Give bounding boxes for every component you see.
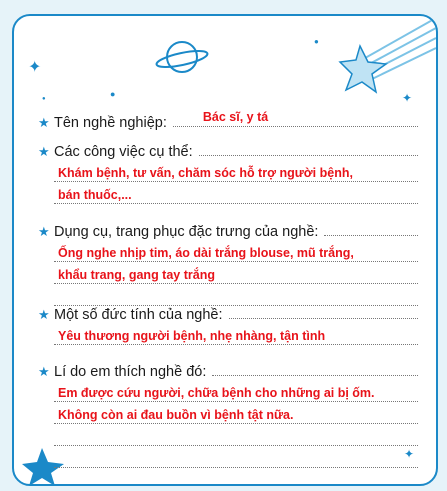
answer-text: Ống nghe nhịp tim, áo dài trắng blouse, mũ trắng,	[58, 246, 354, 260]
answer-line	[54, 446, 418, 468]
item-label: Lí do em thích nghề đó:	[54, 364, 207, 380]
answer-text: Bác sĩ, y tá	[202, 110, 269, 124]
answer-field	[324, 218, 418, 236]
sparkle-icon: ✦	[404, 447, 415, 461]
answer-line	[54, 402, 418, 424]
item-label: Các công việc cụ thể:	[54, 144, 193, 160]
star-bullet-icon: ★	[38, 115, 50, 130]
reasons-item	[38, 358, 418, 468]
worksheet	[12, 14, 438, 486]
answer-line	[54, 424, 418, 446]
sparkle-icon: ●	[110, 89, 116, 99]
sparkle-icon: ●	[314, 37, 319, 46]
star-bullet-icon: ★	[38, 307, 50, 322]
answer-line	[54, 380, 418, 402]
answer-field	[212, 358, 418, 376]
item-label: Dụng cụ, trang phục đặc trưng của nghề:	[54, 224, 319, 240]
item-label: Một số đức tính của nghề:	[54, 307, 223, 323]
shooting-star-icon	[338, 16, 438, 100]
answer-text: Em được cứu người, chữa bệnh cho những ai bị ốm.	[58, 386, 375, 400]
answer-line	[54, 160, 418, 182]
profession-item	[38, 109, 418, 131]
answer-field	[199, 138, 418, 156]
sparkle-icon: ●	[42, 96, 46, 102]
sparkle-icon: ✦	[402, 91, 413, 105]
star-bullet-icon: ★	[38, 224, 50, 239]
sparkle-icon: ✦	[28, 59, 42, 76]
answer-text: Yêu thương người bệnh, nhẹ nhàng, tận tình	[58, 329, 326, 343]
item-label: Tên nghề nghiệp:	[54, 115, 167, 131]
answer-field	[173, 109, 418, 127]
planet-icon	[154, 34, 210, 80]
answer-field	[229, 301, 419, 319]
answer-line	[54, 182, 418, 204]
answer-line	[54, 262, 418, 284]
virtues-item	[38, 301, 418, 345]
answer-line	[54, 240, 418, 262]
tasks-item	[38, 138, 418, 204]
answer-text: khẩu trang, gang tay trắng	[58, 268, 215, 282]
answer-text: Khám bệnh, tư vấn, chăm sóc hỗ trợ người bệnh,	[58, 166, 353, 180]
answer-text: Không còn ai đau buồn vì bệnh tật nữa.	[58, 408, 294, 422]
answer-text: bán thuốc,...	[58, 188, 132, 202]
star-bullet-icon: ★	[38, 364, 50, 379]
answer-line	[54, 323, 418, 345]
star-bullet-icon: ★	[38, 144, 50, 159]
tools-item	[38, 218, 418, 306]
